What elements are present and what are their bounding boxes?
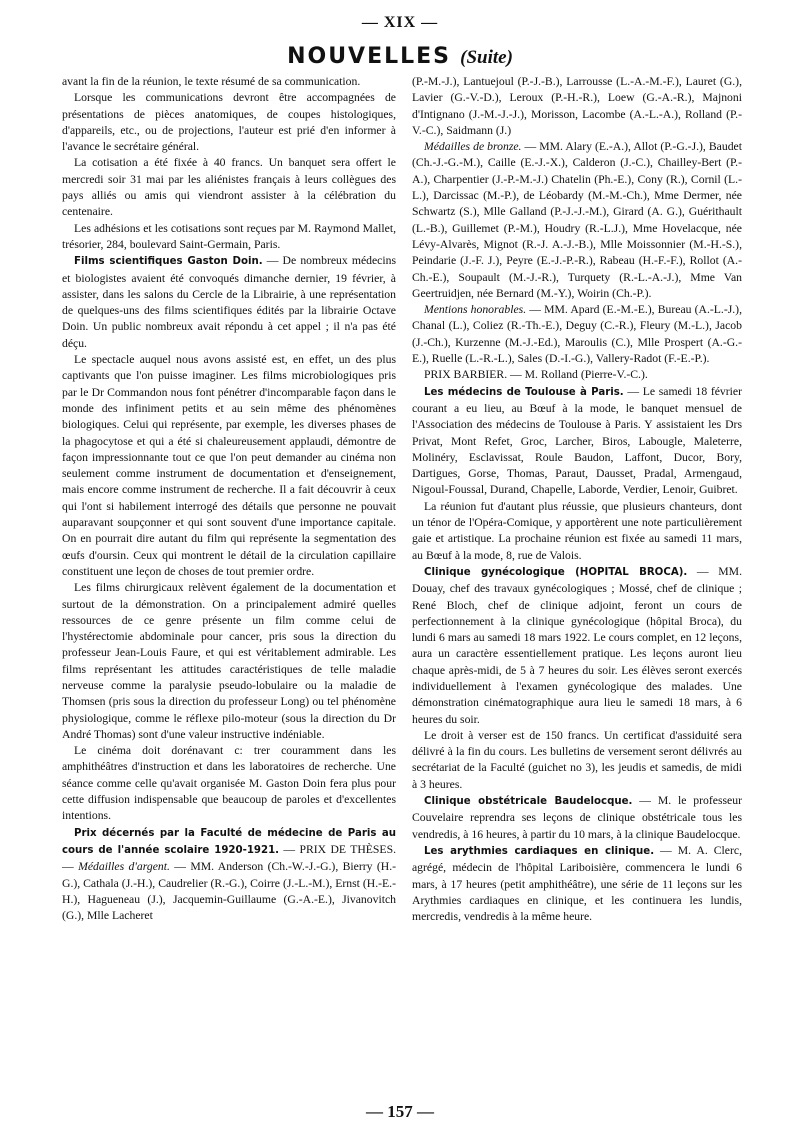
paragraph: Médailles de bronze. — MM. Alary (E.-A.), Allot (P.-G.-J.), Baudet (Ch.-J.-G.-M.), Caille (E.-J.-X.), Calderon (J.-C.), Chailley-Bert (P.-A.), Charpentier (J.-P.-M.-J.) Chatelin (Ph.-E.), Cony (R.), Cornil (L.-L.), Darcissac (M.-P.), de Léobardy (M.-M.-Ch.), Mme Dermer, née Schwartz (S.), Mlle Galland (P.-J.-J.-M.), Girard (A. G.), Guérithault (L.-B.), Guillemet (P.-M.), Houdry (R.-L.J.), Mme Hovelacque, née Lévy-Alvarès, Mignot (R.-J. A.-J.-B.), Mlle Moissonnier (M.-H.-S.), Peindarie (J.-F. J.), Peyre (E.-J.-P.-R.), Rabeau (H.-F.-F.), Rollot (A.-Ch.-E.), Soupault (M.-J.-R.), Turquety (R.-L.-A.-J.), Mme Van Geertruidjen, née Bernard (M.-Y.), Woirin (Ch.-P.). (412, 140, 742, 300)
page-number: — 157 — (366, 1102, 434, 1121)
page-title (0, 44, 800, 69)
section-heading: Prix décernés par la Faculté de médecine de Paris au cours de l'année scolaire 1920-1921. (62, 827, 396, 856)
left-column (62, 74, 396, 924)
paragraph: Le spectacle auquel nous avons assisté est, en effet, un des plus captivants que l'on puisse imaginer. Les films microbiologiques pris par le Dr Commandon nous font pénétrer d'incomparable façon dans le monde des infiniment petits et au sein même des phénomènes biologiques. Celui qui représente, par exemple, les diverses phases de la phagocytose et qui a été si chaleureusement applaudi, démontre de façon impressionnante tout ce que l'on peut demander au cinéma non seulement comme instrument de documentation et d'enseignement, mais encore comme instrument de recherche. Il a fait découvrir à ceux qui l'ont si habilement interrogé des détails que personne ne pouvait auparavant soupçonner et qui sont souvent d'une importance capitale. On en pourrait dire autant du film qui représente la segmentation des œufs d'oursin. Ceux qui montrent le détail de la circulation capillaire constituent une leçon de choses de tout premier ordre. (62, 353, 396, 578)
paragraph: Le cinéma doit dorénavant c: trer couramment dans les amphithéâtres d'instruction et dans les laboratoires de recherche. Une séance comme celle qu'avait organisée M. Gaston Doin fera plus pour cette diffusion indispensable que beaucoup de paroles et d'excellentes intentions. (62, 744, 396, 823)
paragraph: (P.-M.-J.), Lantuejoul (P.-J.-B.), Larrousse (L.-A.-M.-F.), Lauret (G.), Lavier (G.-V.-D.), Leroux (P.-H.-R.), Loew (G.-A.-R.), Majnoni d'Intignano (J.-M.-J.-J.), Morisson, Lacombe (A.-L.-A.), Rolland (P.-V.-C.), Saidmann (J.) (412, 75, 742, 137)
roman-folio: — XIX — (361, 14, 439, 31)
paragraph-prix: Prix décernés par la Faculté de médecine de Paris au cours de l'année scolaire 1920-1921. — PRIX DE THÈSES. — Médailles d'argent. — MM. Anderson (Ch.-W.-J.-G.), Bierry (H.-G.), Cathala (J.-H.), Caudrelier (R.-G.), Coirre (J.-L.-M.), Ernst (H.-E.-H.), Hagueneau (J.), Jacquemin-Guillaume (G.-A.-E.), Jivanovitch (G.), Mlle Lacheret (62, 827, 397, 923)
paragraph-obstetricale: Clinique obstétricale Baudelocque. — M. le professeur Couvelaire reprendra ses leçons de clinique obstétricale tous les vendredis, à 16 heures, à partir du 10 mars, à la clinique Baudelocque. (412, 794, 742, 841)
paragraph-toulouse: Les médecins de Toulouse à Paris. — Le samedi 18 février courant a eu lieu, au Bœuf à la mode, le banquet mensuel de l'Association des médecins de Toulouse à Paris. Y assistaient les Drs Privat, Mont Refet, Groc, Larcher, Biros, Labougle, Maleterre, Molinéry, Esclavissat, Roule Baudon, Laffont, Ducor, Bory, Dartigues, Gorse, Thomas, Paraut, Dausset, Pradal, Armengaud, Nigoul-Foussal, Durand, Chapelle, Laborde, Verdier, Lenoir, Guibret. (412, 384, 742, 497)
paragraph: Le droit à verser est de 150 francs. Un certificat d'assiduité sera délivré à la fin du cours. Les bulletins de versement seront délivrés au secrétariat de la Faculté (guichet no 3), les jeudis et samedis, de midi à 3 heures. (412, 728, 742, 791)
section-heading: Les médecins de Toulouse à Paris. (424, 386, 624, 398)
paragraph: avant la fin de la réunion, le texte résumé de sa communication. (62, 75, 361, 88)
paragraph: Lorsque les communications devront être accompagnées de présentations de pièces anatomiques, de coupes histologiques, d'appareils, etc., ou de projections, l'auteur est prié d'en informer à l'avance le secrétaire général. (62, 91, 396, 154)
paragraph-gyneco: Clinique gynécologique (HOPITAL BROCA). — MM. Douay, chef des travaux gynécologiques ; Mossé, chef de clinique ; René Bloch, chef de clinique adjoint, feront un cours de perfectionnement à la clinique gynécologique (hôpital Broca), du lundi 6 mars au samedi 18 mars 1922. Le cours complet, en 12 leçons, aura un caractère essentiellement pratique. Les leçons auront lieu chaque après-midi, de 5 à 7 heures du soir. Les élèves seront exercés individuellement à l'examen gynécologique des malades. Une démonstration cinématographique aura lieu le samedi 18 mars, à 6 heures du soir. (412, 564, 742, 726)
paragraph: Mentions honorables. — MM. Apard (E.-M.-E.), Bureau (A.-L.-J.), Chanal (L.), Coliez (R.-Th.-E.), Deguy (C.-R.), Fleury (M.-L.), Jacob (J.-Ch.), Kurzenne (M.-J.-Ed.), Maroulis (C.), Mlle Prospert (A.-G.-E.), Ruelle (L.-R.-L.), Sales (D.-I.-G.), Vallery-Radot (F.-E.-P.). (412, 303, 743, 366)
paragraph: La cotisation a été fixée à 40 francs. Un banquet sera offert le mercredi soir 31 mai par les aliénistes français à leurs collègues des pays alliés ou amis qui viendront assister à la célébration du centenaire. (62, 156, 396, 219)
section-heading: Films scientifiques Gaston Doin. (74, 256, 263, 268)
section-heading: Clinique obstétricale Baudelocque. (424, 796, 633, 808)
paragraph: PRIX BARBIER. — M. Rolland (Pierre-V.-C.). (424, 368, 648, 382)
right-column (412, 74, 742, 925)
paragraph: Les adhésions et les cotisations sont reçues par M. Raymond Mallet, trésorier, 284, boulevard Saint-Germain, Paris. (62, 221, 396, 251)
paragraph-films: Films scientifiques Gaston Doin. — De nombreux médecins et biologistes avaient été convoqués dimanche dernier, 19 février, à assister, dans les salons du Cercle de la Librairie, à une représentation de quelques-uns des films scientifiques édités par la librairie Octave Doin. Un public nombreux avait répondu à cet appel ; il n'a pas été déçu. (62, 254, 396, 350)
section-heading: Clinique gynécologique (HOPITAL BROCA). (424, 566, 688, 578)
paragraph: La réunion fut d'autant plus réussie, que plusieurs chanteurs, dont un ténor de l'Opéra-Comique, y apportèrent une note particulièrement gaie et artistique. La prochaine réunion est fixée au samedi 11 mars, au Bœuf à la mode, 8, rue de Valois. (412, 499, 742, 562)
paragraph-arythmies: Les arythmies cardiaques en clinique. — M. A. Clerc, agrégé, médecin de l'hôpital Lariboisière, commencera le lundi 6 mars, à 17 heures (petit amphithéâtre), une série de 11 leçons sur les Arythmies cardiaques en clinique, et les continuera les lundis, mercredis, vendredis à la même heure. (412, 843, 742, 924)
title-suite: (Suite) (460, 47, 513, 68)
section-heading: Les arythmies cardiaques en clinique. (424, 845, 655, 857)
title-main: NOUVELLES (287, 44, 452, 69)
paragraph: Les films chirurgicaux relèvent également de la documentation et surtout de la démonstration. On a principalement admiré quelles ressources de ce genre présente un film comme celui de l'hystérectomie abdominale pour cancer, pris sous la direction du professeur Jean-Louis Faure, et qui est véritablement admirable. Les films représentant les attitudes caractéristiques de telle maladie nerveuse comme la paralysie pseudo-lobulaire ou la maladie de Thomsen (pris sous la direction du professeur Long) ou tel phénomène physiologique, comme le réflexe pilo-moteur (sous la direction du Dr André Thomas) sont d'une valeur instructive indéniable. (62, 581, 396, 741)
